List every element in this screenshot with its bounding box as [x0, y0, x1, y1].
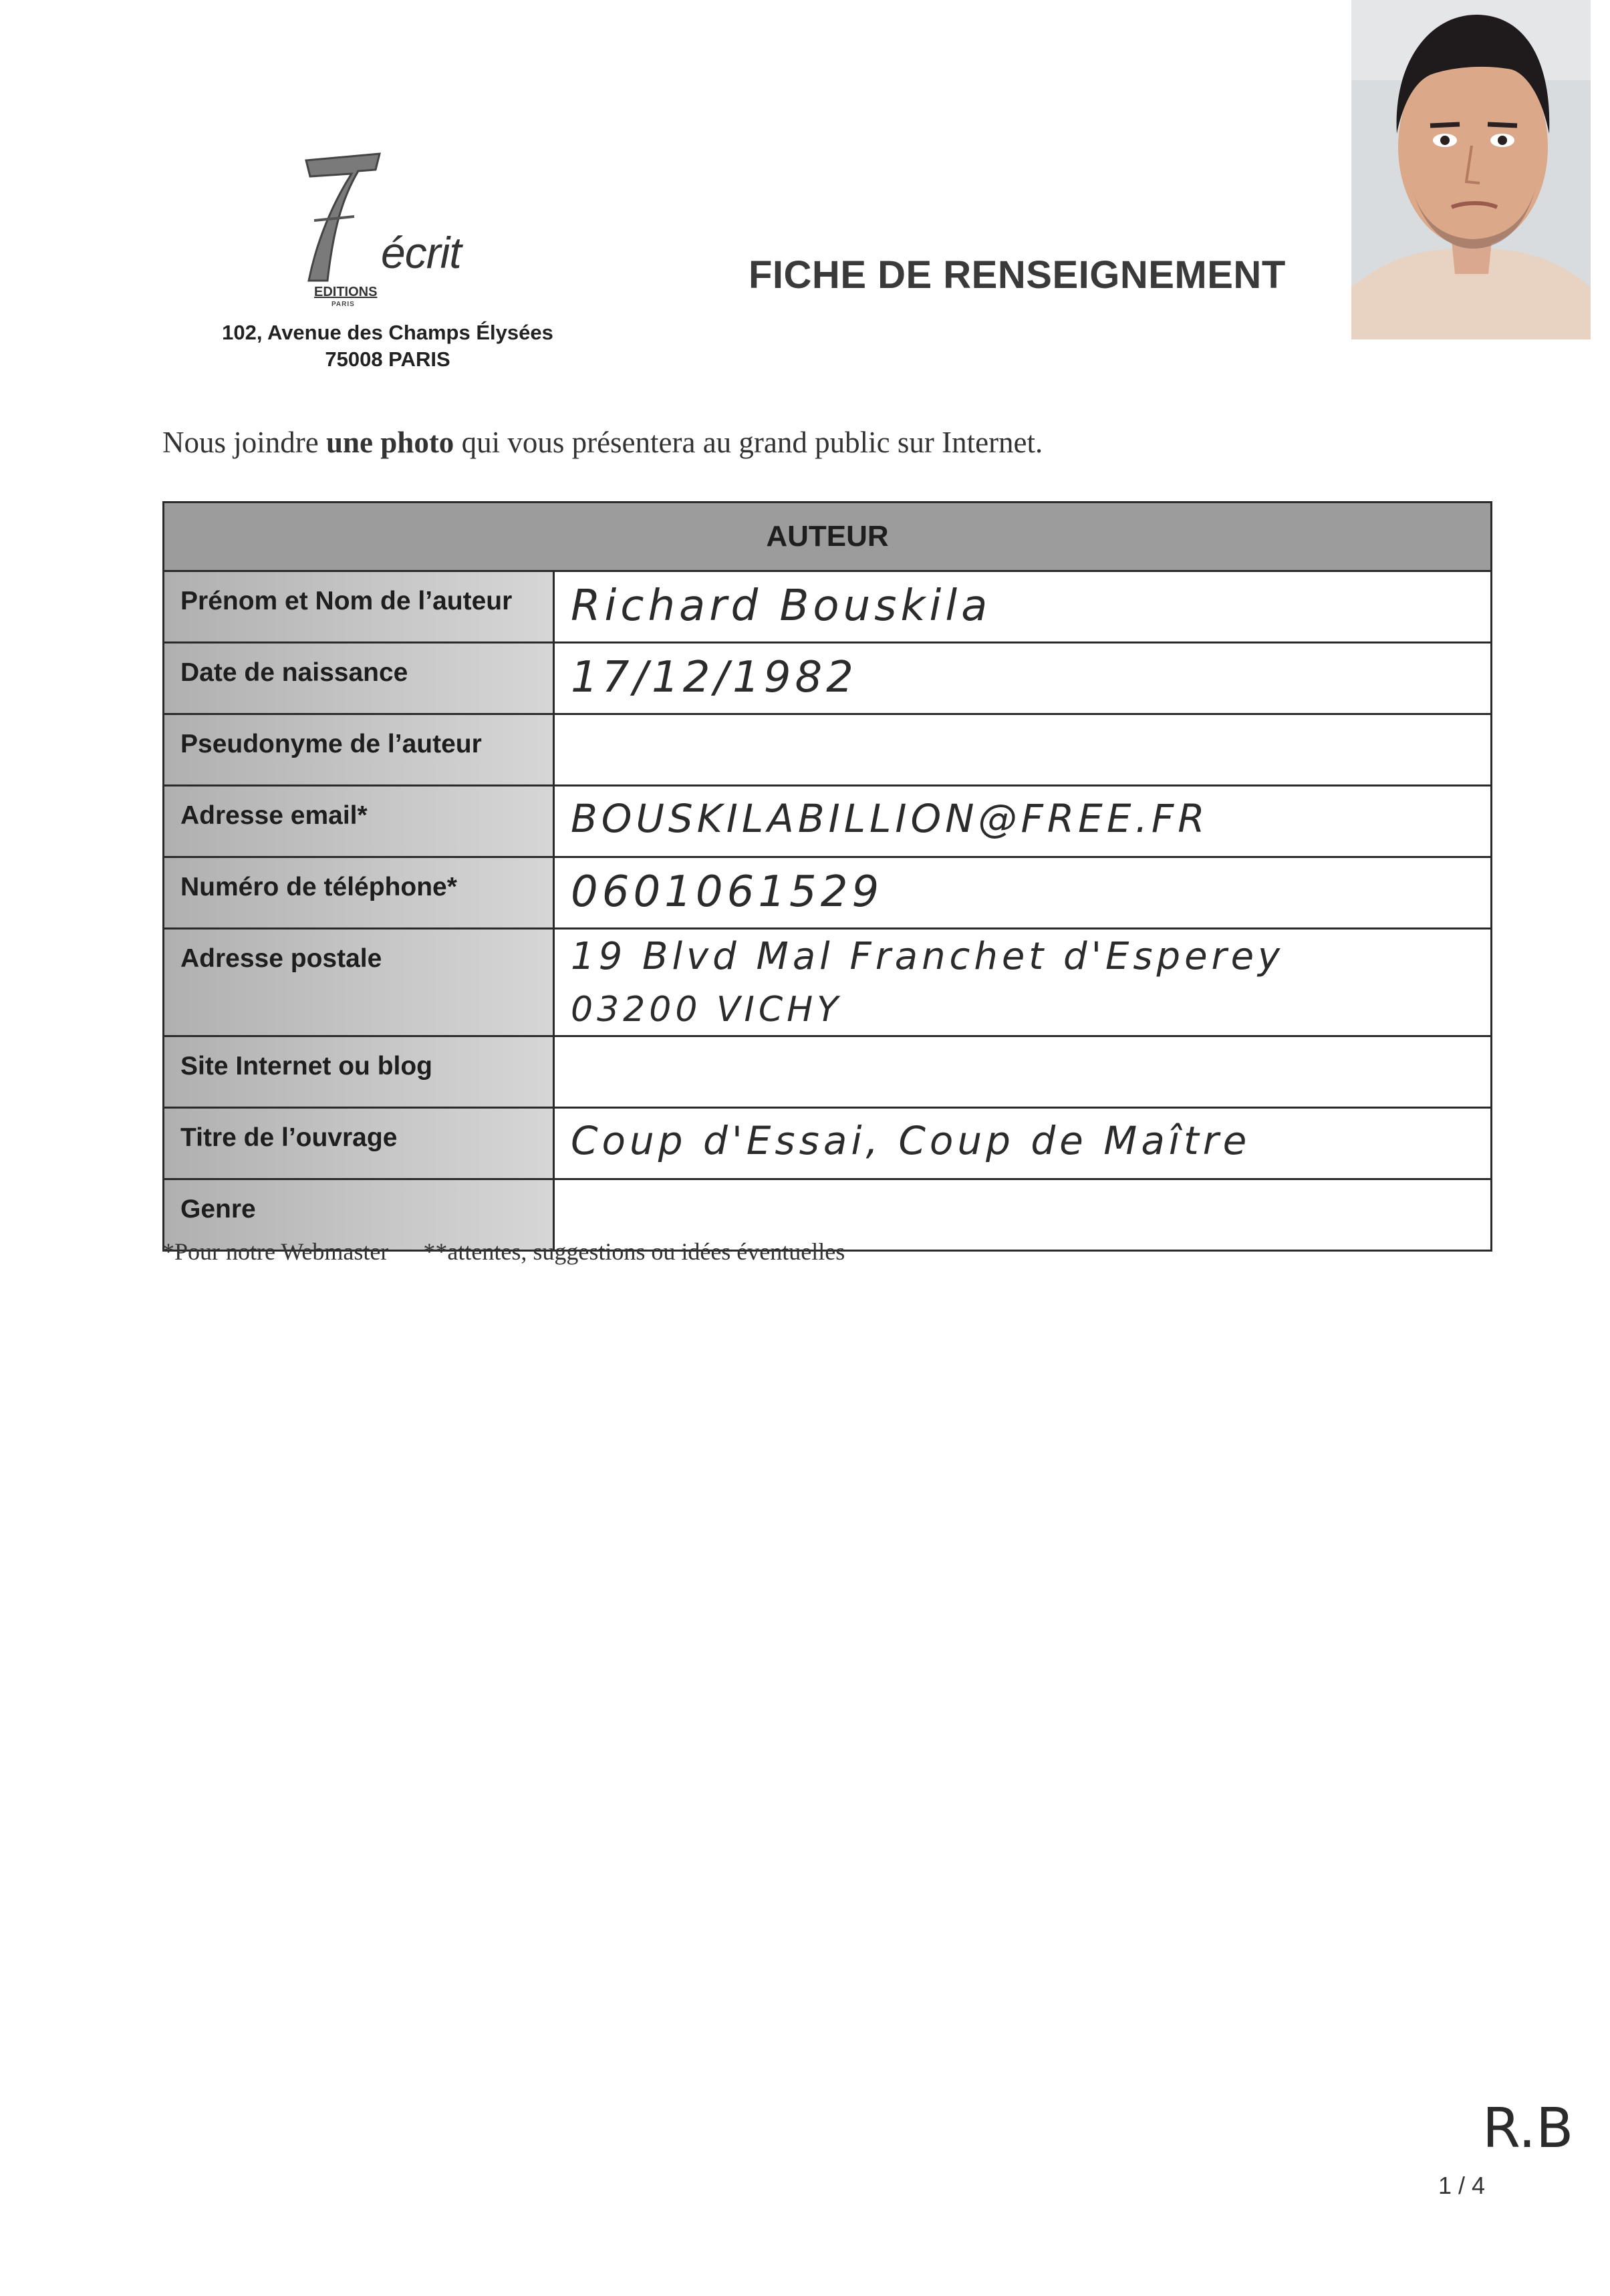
form-row-birthdate: [164, 643, 1490, 715]
postal-address-field[interactable]: [555, 929, 1490, 1035]
field-value: BOUSKILABILLION@FREE.FR: [571, 796, 1209, 841]
form-row-address: [164, 929, 1490, 1037]
field-label: Site Internet ou blog: [164, 1037, 555, 1107]
footnotes: [162, 1238, 845, 1266]
field-label: Adresse postale: [164, 929, 555, 1035]
website-field[interactable]: [555, 1037, 1490, 1107]
form-row-pseudonym: [164, 715, 1490, 786]
field-value: 0601061529: [571, 867, 884, 917]
email-field[interactable]: [555, 786, 1490, 856]
field-label: Adresse email*: [164, 786, 555, 856]
author-photo: [1351, 0, 1591, 339]
author-form: [162, 501, 1492, 1252]
intro-text-bold: une photo: [325, 426, 454, 459]
field-label: Prénom et Nom de l’auteur: [164, 572, 555, 641]
address-line-2: 75008 PARIS: [325, 347, 450, 371]
intro-text-before: Nous joindre: [162, 426, 326, 459]
field-value: 17/12/1982: [571, 653, 857, 702]
intro-text-after: qui vous présentera au grand public sur Internet.: [454, 426, 1043, 459]
document-title: FICHE DE RENSEIGNEMENT: [749, 253, 1286, 297]
field-label: Date de naissance: [164, 643, 555, 713]
address-line-1: 102, Avenue des Champs Élysées: [222, 321, 553, 344]
handwritten-initials: R.B: [1482, 2097, 1574, 2160]
seven-numeral-icon: [294, 147, 388, 287]
birthdate-field[interactable]: [555, 643, 1490, 713]
work-title-field[interactable]: [555, 1109, 1490, 1178]
form-row-website: [164, 1037, 1490, 1109]
logo-editions: EDITIONS: [314, 285, 378, 299]
field-value: Richard Bouskila: [571, 581, 992, 631]
photo-request-note: [162, 425, 1043, 460]
author-name-field[interactable]: [555, 572, 1490, 641]
pseudonym-field[interactable]: [555, 715, 1490, 784]
form-row-email: [164, 786, 1490, 858]
phone-field[interactable]: [555, 858, 1490, 927]
logo-brand: écrit: [381, 228, 461, 277]
publisher-logo: [294, 147, 495, 314]
field-label: Genre: [164, 1180, 555, 1250]
publisher-address: [160, 319, 615, 373]
logo-city: PARIS: [331, 301, 355, 308]
page-number: 1 / 4: [1438, 2172, 1486, 2199]
field-label: Pseudonyme de l’auteur: [164, 715, 555, 784]
form-row-title: [164, 1109, 1490, 1180]
field-value: 19 Blvd Mal Franchet d'Esperey: [571, 935, 1285, 978]
footnote-webmaster: *Pour notre Webmaster: [162, 1238, 389, 1265]
field-label: Titre de l’ouvrage: [164, 1109, 555, 1178]
form-section-title: AUTEUR: [164, 503, 1490, 572]
form-row-name: [164, 572, 1490, 643]
field-value-line-2: 03200 VICHY: [571, 990, 843, 1030]
field-value: Coup d'Essai, Coup de Maître: [571, 1118, 1251, 1163]
footnote-suggestions: **attentes, suggestions ou idées éventuelles: [423, 1238, 845, 1265]
form-row-phone: [164, 858, 1490, 929]
field-label: Numéro de téléphone*: [164, 858, 555, 927]
